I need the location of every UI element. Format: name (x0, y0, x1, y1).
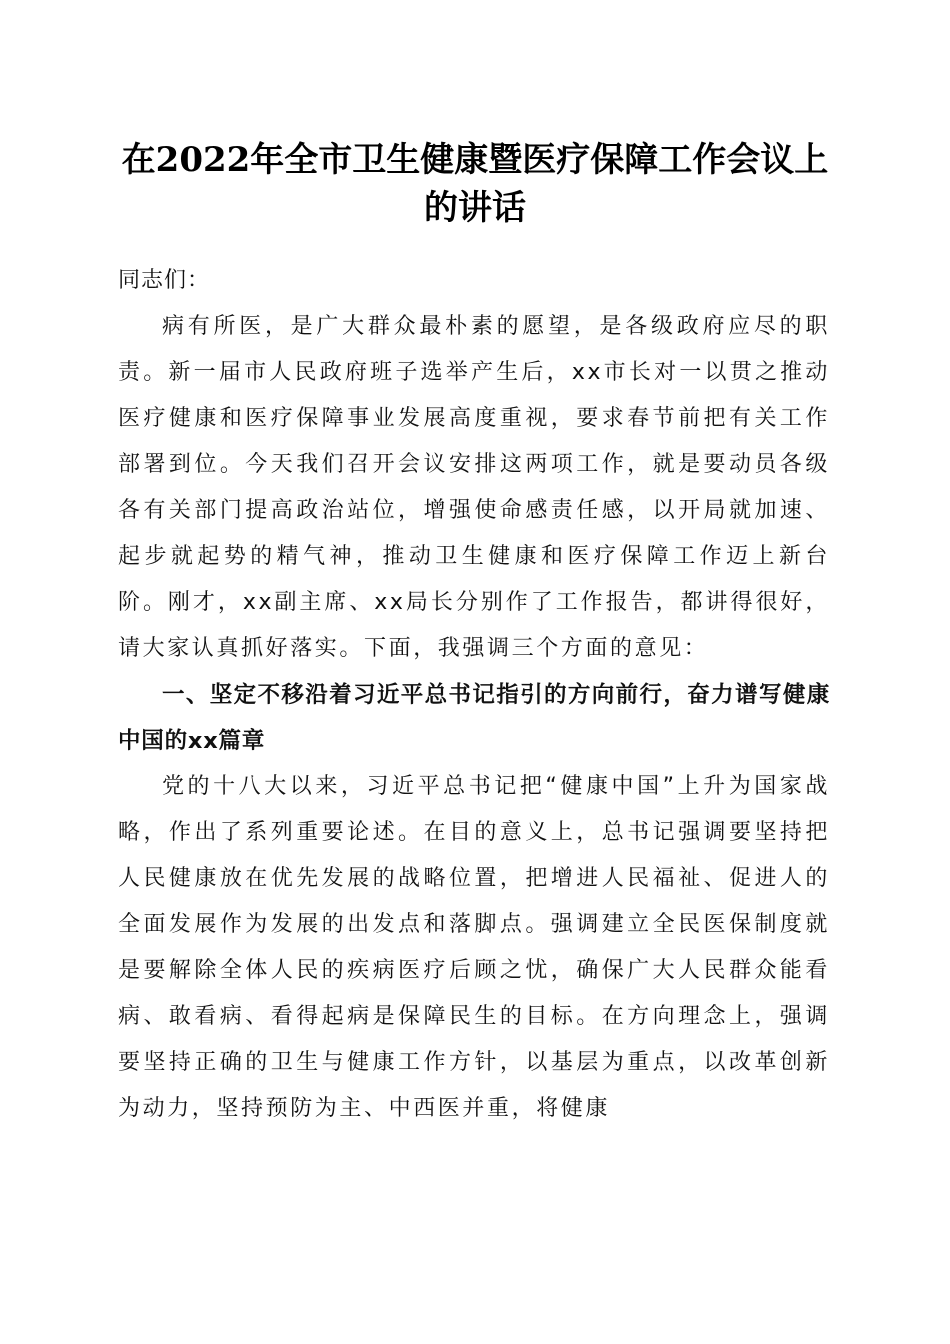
greeting: 同志们： (118, 268, 211, 293)
document-body (118, 258, 830, 1132)
intro-paragraph: 病有所医，是广大群众最朴素的愿望，是各级政府应尽的职责。新一届市人民政府班子选举产生后，xx市长对一以贯之推动医疗健康和医疗保障事业发展高度重视，要求春节前把有关工作部署到位。今天我们召开会议安排这两项工作，就是要动员各级各有关部门提高政治站位，增强使命感责任感，以开局就加速、起步就起势的精气神，推动卫生健康和医疗保障工作迈上新台阶。刚才，xx副主席、xx局长分别作了工作报告，都讲得很好，请大家认真抓好落实。下面，我强调三个方面的意见： (118, 314, 830, 661)
section-1-paragraph: 党的十八大以来，习近平总书记把“健康中国”上升为国家战略，作出了系列重要论述。在目的意义上，总书记强调要坚持把人民健康放在优先发展的战略位置，把增进人民福祉、促进人的全面发展作为发展的出发点和落脚点。强调建立全民医保制度就是要解除全体人民的疾病医疗后顾之忧，确保广大人民群众能看病、敢看病、看得起病是保障民生的目标。在方向理念上，强调要坚持正确的卫生与健康工作方针，以基层为重点，以改革创新为动力，坚持预防为主、中西医并重，将健康 (118, 774, 830, 1121)
document-title: 在2022年全市卫生健康暨医疗保障工作会议上的讲话 (121, 140, 829, 228)
section-heading-1: 一、坚定不移沿着习近平总书记指引的方向前行，奋力谱写健康中国的xx篇章 (118, 682, 830, 754)
